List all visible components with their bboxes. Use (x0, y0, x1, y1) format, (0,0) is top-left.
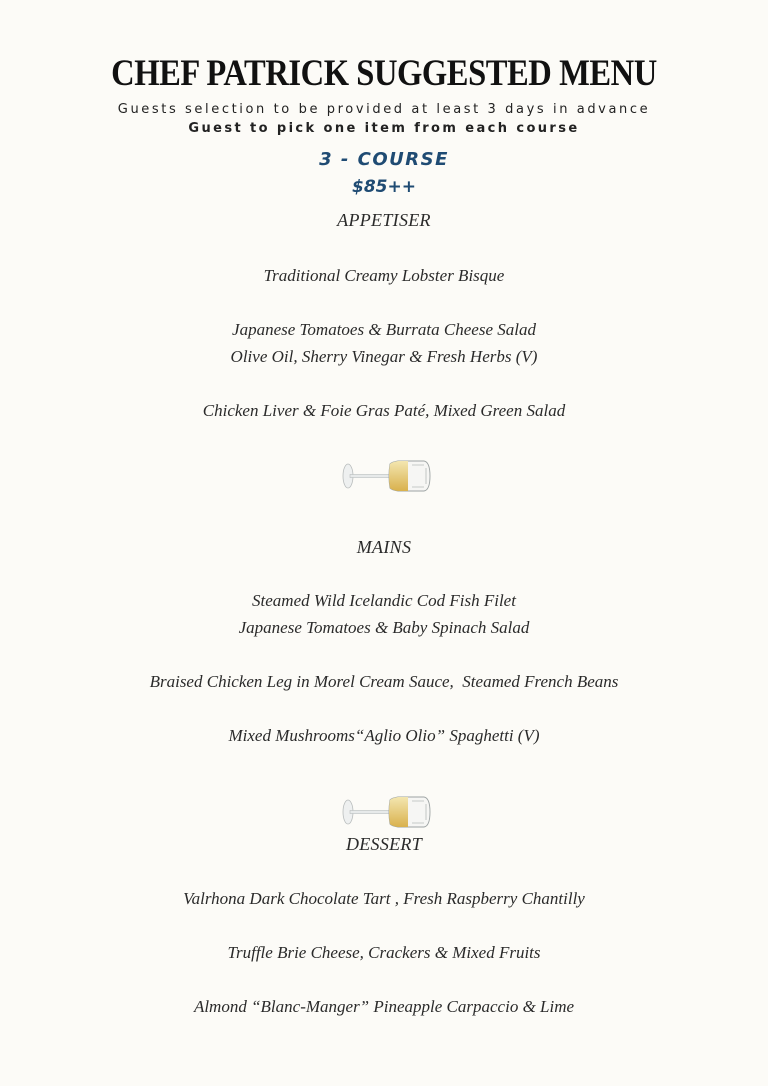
advance-notice: Guests selection to be provided at least 3 days in advance (117, 102, 651, 117)
wine-glass-icon (338, 792, 434, 832)
appetiser-item: Traditional Creamy Lobster Bisque (263, 266, 505, 285)
mains-heading: MAINS (356, 537, 412, 557)
price: $85++ (352, 177, 416, 197)
dessert-heading: DESSERT (345, 834, 423, 854)
appetiser-item: Chicken Liver & Foie Gras Paté, Mixed Green Salad (202, 401, 566, 420)
mains-item: Mixed Mushrooms“Aglio Olio” Spaghetti (V) (228, 726, 540, 745)
mains-item-detail: Japanese Tomatoes & Baby Spinach Salad (238, 618, 530, 637)
selection-instruction: Guest to pick one item from each course (188, 121, 580, 136)
dessert-item: Truffle Brie Cheese, Crackers & Mixed Fruits (227, 943, 541, 962)
dessert-item: Valrhona Dark Chocolate Tart , Fresh Raspberry Chantilly (183, 889, 585, 908)
mains-item: Braised Chicken Leg in Morel Cream Sauce, Steamed French Beans (149, 672, 619, 691)
appetiser-heading: APPETISER (337, 210, 431, 230)
wine-glass-icon (338, 456, 434, 496)
appetiser-item: Japanese Tomatoes & Burrata Cheese Salad (232, 320, 536, 339)
dessert-item: Almond “Blanc-Manger” Pineapple Carpaccio & Lime (193, 997, 575, 1016)
course-label: 3 - COURSE (319, 149, 449, 170)
mains-item: Steamed Wild Icelandic Cod Fish Filet (252, 591, 516, 610)
appetiser-item-detail: Olive Oil, Sherry Vinegar & Fresh Herbs (V) (230, 347, 538, 366)
menu-title: CHEF PATRICK SUGGESTED MENU (111, 53, 657, 94)
